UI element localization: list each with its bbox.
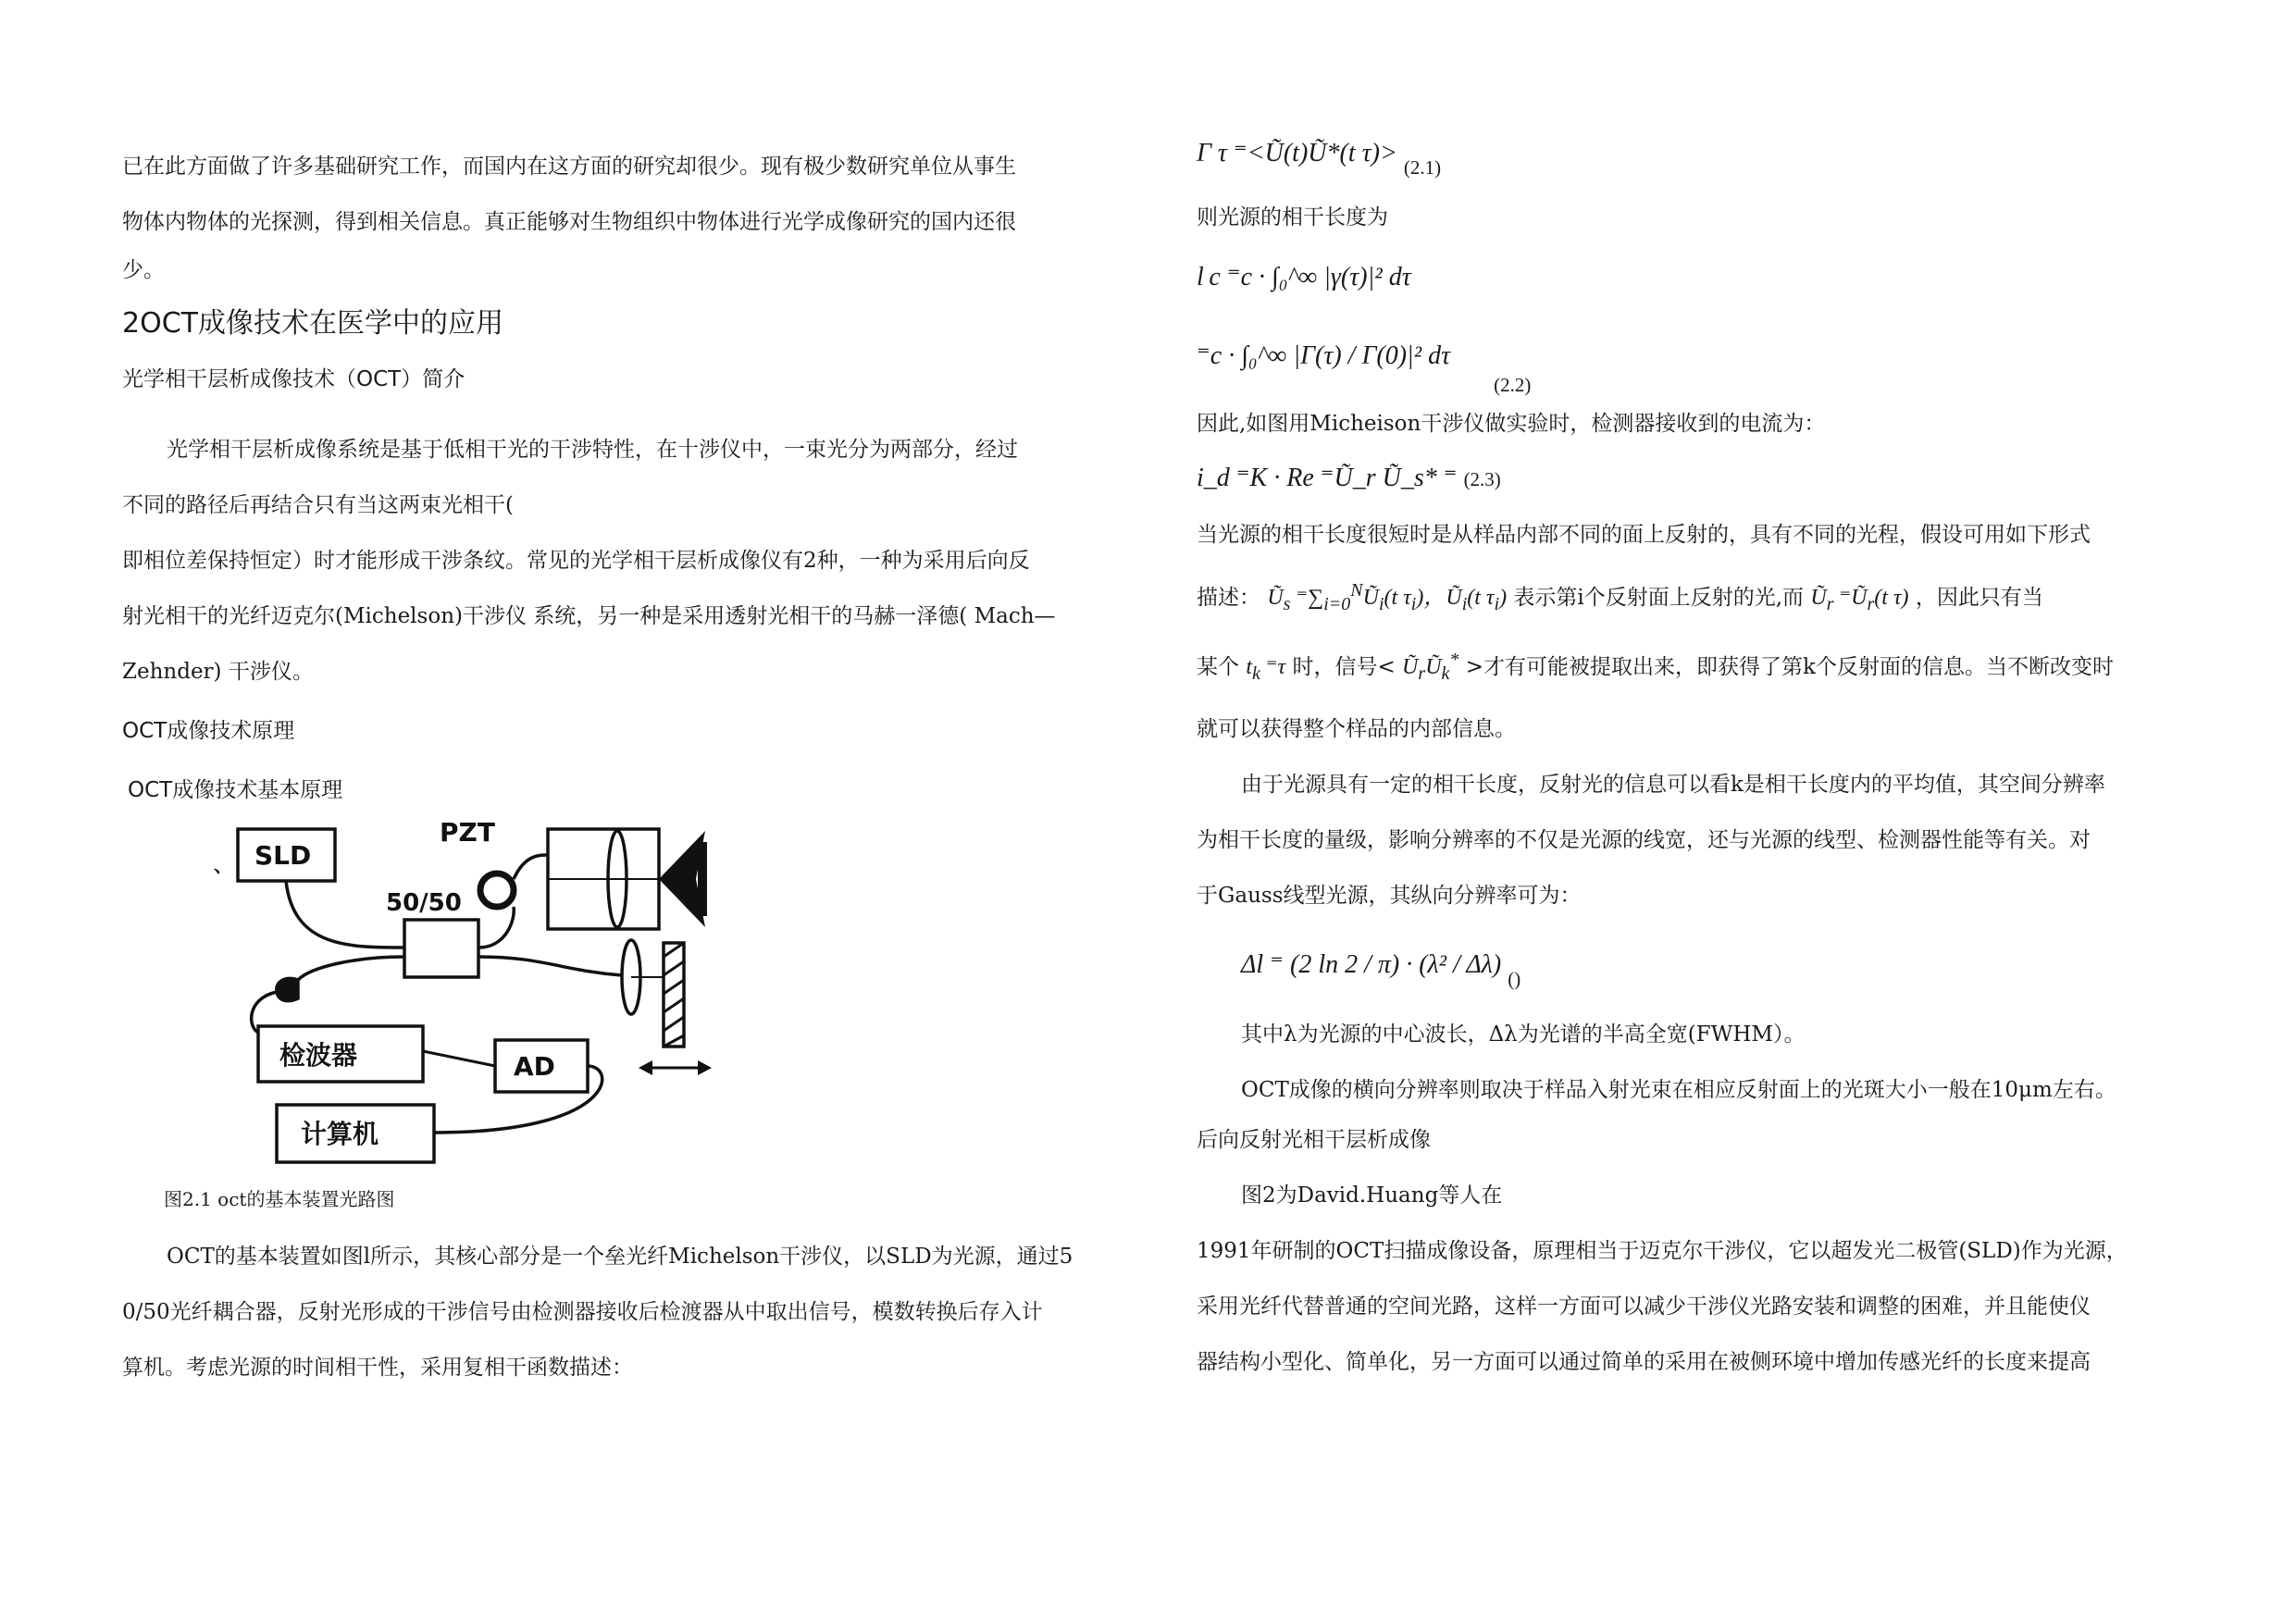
fig-pzt-label: PZT	[440, 818, 495, 848]
para1-line-4: 射光相干的光纤迈克尔(Michelson)干涉仪 系统，另一种是采用透射光相干的马赫一泽德( Mach—	[122, 604, 1056, 628]
para4-line-1: 由于光源具有一定的相干长度，反射光的信息可以看k是相干长度内的平均值，其空间分辨率	[1241, 772, 2105, 797]
inline-eq-us: $Ũ_s$ $^=\sum_{i=0}^NŨ_i(t$ $\tau_i$)，$Ũ_i(t$ $\tau_i$)	[1267, 580, 1508, 614]
para3-line-3: 某个 $t_k$ ⁼τ 时，信号< $Ũ_rŨ_k^*$ >才有可能被提取出来，即获得了第k个反射面的信息。当不断改变时	[1197, 649, 2114, 684]
section-heading-backscatter: 后向反射光相干层析成像	[1197, 1127, 1431, 1152]
para2-line-3: 算机。考虑光源的时间相干性，采用复相干函数描述：	[122, 1356, 633, 1380]
section-heading-intro: 光学相干层析成像技术（OCT）简介	[122, 367, 465, 391]
reference-mirror	[664, 943, 684, 1047]
fig-coupler-label: 50/50	[386, 889, 462, 917]
para8-line-2: 采用光纤代替普通的空间光路，这样一方面可以减少干涉仪光路安装和调整的困难，并且能使仪	[1197, 1294, 2091, 1319]
fig-sld-label: SLD	[254, 840, 312, 871]
equation-number-2-1: (2.1)	[1403, 156, 1442, 179]
equation-2-2b: ⁼c · ∫₀^∞ |Γ(τ) / Γ(0)|² dτ $_{(2.2)}$	[1197, 341, 1532, 396]
equation-2-1: Γ τ ⁼<Ũ(t)Ũ*(t τ)> $_{(2.1)}$	[1197, 139, 1442, 179]
inline-eq-ur: $Ũ_r$ $^=Ũ_r(t$ τ)	[1810, 586, 1909, 614]
intro-line-1: 已在此方面做了许多基础研究工作，而国内在这方面的研究却很少。现有极少数研究单位从事生	[122, 155, 1016, 179]
para1-line-1: 光学相干层析成像系统是基于低相干光的干涉特性，在十涉仪中，一束光分为两部分，经过	[167, 438, 1018, 462]
para2-line-1: OCT的基本装置如图l所示，其核心部分是一个垒光纤Michelson干涉仪，以SLD为光源，通过5	[167, 1245, 1074, 1269]
intro-line-3: 少。	[122, 258, 165, 282]
intro-line-2: 物体内物体的光探测，得到相关信息。真正能够对生物组织中物体进行光学成像研究的国内还很	[122, 210, 1016, 234]
fig-tick: 、	[214, 854, 232, 876]
current-text: 因此,如图用Micheison干涉仪做实验时，检测器接收到的电流为：	[1197, 412, 1826, 436]
equation-number-2-3: (2.3)	[1463, 468, 1501, 490]
oct-setup-figure	[210, 818, 784, 1170]
section-heading-basic: OCT成像技术基本原理	[128, 778, 343, 802]
pzt-coil	[480, 873, 514, 907]
right-column	[1197, 137, 2201, 1390]
para3-line-2: 描述： $Ũ_s$ $^=\sum_{i=0}^NŨ_i(t$ $\tau_i$)，$Ũ_i(t$ $\tau_i$) 表示第i个反射面上反射的光,而 $Ũ_r$ $^=Ũ_r(t$ τ) ，因此只有当	[1197, 580, 2043, 614]
figure-caption: 图2.1 oct的基本装置光路图	[164, 1188, 395, 1210]
coupler-box	[404, 920, 478, 977]
inline-eq-signal: $Ũ_rŨ_k^*$	[1402, 649, 1459, 684]
equation-2-3: i_d ⁼K · Re ⁼Ũ_r Ũ_s* ⁼ (2.3)	[1197, 464, 1501, 492]
fig-ad-label: AD	[514, 1051, 555, 1082]
section-heading-main: 2OCT成像技术在医学中的应用	[122, 307, 503, 340]
equation-number-2-2: (2.2)	[1494, 374, 1532, 396]
fig-detector-label: 检波器	[279, 1040, 358, 1071]
equation-2-2a: l c ⁼c · ∫₀^∞ |γ(τ)|² dτ	[1197, 263, 1411, 291]
para8-line-1: 1991年研制的OCT扫描成像设备，原理相当于迈克尔干涉仪，它以超发光二极管(SLD)作为光源，	[1197, 1238, 2128, 1263]
para2-line-2: 0/50光纤耦合器，反射光形成的干涉信号由检测器接收后检渡器从中取出信号，模数转换后存入计	[122, 1300, 1043, 1324]
para5: 其中λ为光源的中心波长，Δλ为光谱的半高全宽(FWHM）。	[1241, 1022, 1806, 1047]
coherence-length-text: 则光源的相干长度为	[1197, 205, 1388, 229]
para1-line-5: Zehnder) 干涉仪。	[122, 660, 314, 684]
equation-resolution: Δl ⁼ (2 ln 2 / π) · (λ² / Δλ) $_{()}$	[1241, 949, 1521, 990]
para4-line-3: 于Gauss线型光源，其纵向分辨率可为：	[1197, 883, 1582, 908]
fig-computer-label: 计算机	[301, 1119, 379, 1149]
left-column	[122, 139, 1126, 1395]
para4-line-2: 为相干长度的量级，影响分辨率的不仅是光源的线宽，还与光源的线型、检测器性能等有关。对	[1197, 827, 2091, 852]
para3-line-1: 当光源的相干长度很短时是从样品内部不同的面上反射的，具有不同的光程，假设可用如下形式	[1197, 523, 2091, 547]
para7: 图2为David.Huang等人在	[1241, 1183, 1503, 1208]
para3-line-4: 就可以获得整个样品的内部信息。	[1197, 716, 1516, 741]
para1-line-3: 即相位差保持恒定）时才能形成干涉条纹。常见的光学相干层析成像仪有2种，一种为采用后向反	[122, 549, 1030, 573]
equation-number-resolution: ()	[1508, 967, 1521, 990]
inline-eq-tk: $t_k$ ⁼τ	[1246, 654, 1286, 684]
section-heading-principle: OCT成像技术原理	[122, 719, 295, 743]
para1-line-2: 不同的路径后再结合只有当这两束光相干(	[122, 493, 514, 517]
para6: OCT成像的横向分辨率则取决于样品入射光束在相应反射面上的光斑大小一般在10μm左右。	[1241, 1077, 2116, 1102]
para8-line-3: 器结构小型化、简单化，另一方面可以通过简单的采用在被侧环境中增加传感光纤的长度来提高	[1197, 1349, 2091, 1374]
